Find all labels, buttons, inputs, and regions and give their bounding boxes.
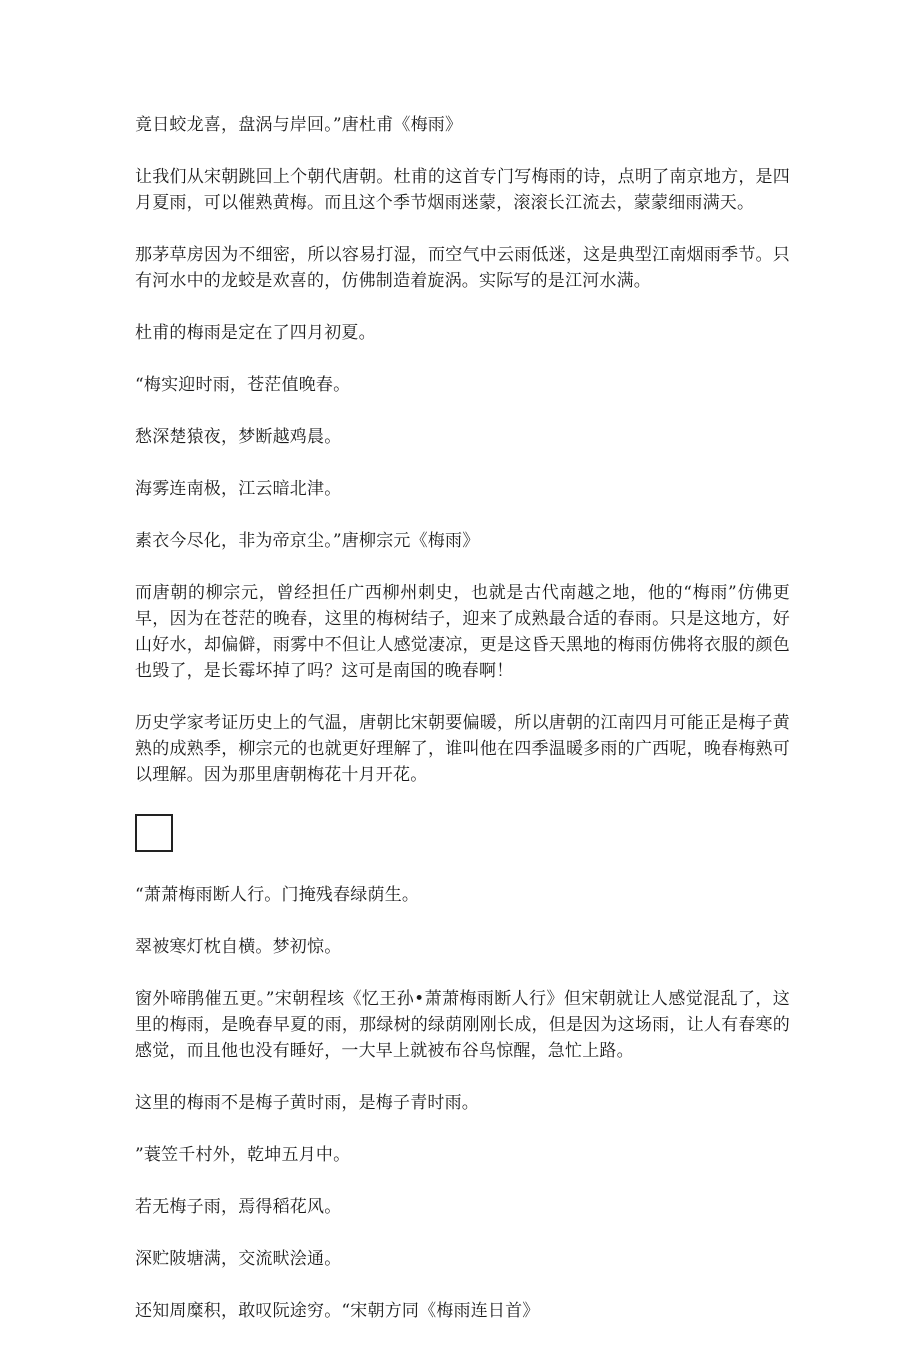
paragraph: 那茅草房因为不细密，所以容易打湿，而空气中云雨低迷，这是典型江南烟雨季节。只有河水中的龙蛟是欢喜的，仿佛制造着旋涡。实际写的是江河水满。: [135, 245, 790, 291]
paragraph: 还知周糜积，敢叹阮途穷。“宋朝方同《梅雨连日首》: [135, 1301, 540, 1321]
paragraph: 让我们从宋朝跳回上个朝代唐朝。杜甫的这首专门写梅雨的诗，点明了南京地方，是四月夏雨，可以催熟黄梅。而且这个季节烟雨迷蒙，滚滚长江流去，蒙蒙细雨满天。: [135, 167, 790, 213]
paragraph: 窗外啼鹃催五更。”宋朝程垓《忆王孙•萧萧梅雨断人行》但宋朝就让人感觉混乱了，这里的梅雨，是晚春早夏的雨，那绿树的绿荫刚刚长成，但是因为这场雨，让人有春寒的感觉，而且他也没有睡好，一大早上就被布谷鸟惊醒，急忙上路。: [135, 989, 790, 1061]
paragraph: 海雾连南极，江云暗北津。: [135, 479, 342, 499]
document-page: [135, 112, 790, 1350]
paragraph: “梅实迎时雨，苍茫值晚春。: [135, 375, 351, 395]
paragraph: 这里的梅雨不是梅子黄时雨，是梅子青时雨。: [135, 1093, 479, 1113]
paragraph: 而唐朝的柳宗元，曾经担任广西柳州刺史，也就是古代南越之地，他的“梅雨”仿佛更早，因为在苍茫的晚春，这里的梅树结子，迎来了成熟最合适的春雨。只是这地方，好山好水，却偏僻，雨雾中不但让人感觉凄凉，更是这昏天黑地的梅雨仿佛将衣服的颜色也毁了，是长霉坏掉了吗？这可是南国的晚春啊！: [135, 583, 790, 681]
paragraph: 深贮陂塘满，交流畎浍通。: [135, 1249, 342, 1269]
paragraph: 历史学家考证历史上的气温，唐朝比宋朝要偏暖，所以唐朝的江南四月可能正是梅子黄熟的成熟季，柳宗元的也就更好理解了，谁叫他在四季温暖多雨的广西呢，晚春梅熟可以理解。因为那里唐朝梅花十月开花。: [135, 713, 790, 785]
paragraph: 愁深楚猿夜，梦断越鸡晨。: [135, 427, 342, 447]
paragraph: 素衣今尽化，非为帝京尘。”唐柳宗元《梅雨》: [135, 531, 480, 551]
paragraph: ”蓑笠千村外，乾坤五月中。: [135, 1145, 351, 1165]
paragraph: 杜甫的梅雨是定在了四月初夏。: [135, 323, 376, 343]
paragraph: 翠被寒灯枕自横。梦初惊。: [135, 937, 342, 957]
paragraph: 竟日蛟龙喜，盘涡与岸回。”唐杜甫《梅雨》: [135, 115, 463, 135]
paragraph: 若无梅子雨，焉得稻花风。: [135, 1197, 342, 1217]
paragraph: “萧萧梅雨断人行。门掩残春绿荫生。: [135, 885, 420, 905]
image-placeholder-icon: [135, 814, 173, 852]
